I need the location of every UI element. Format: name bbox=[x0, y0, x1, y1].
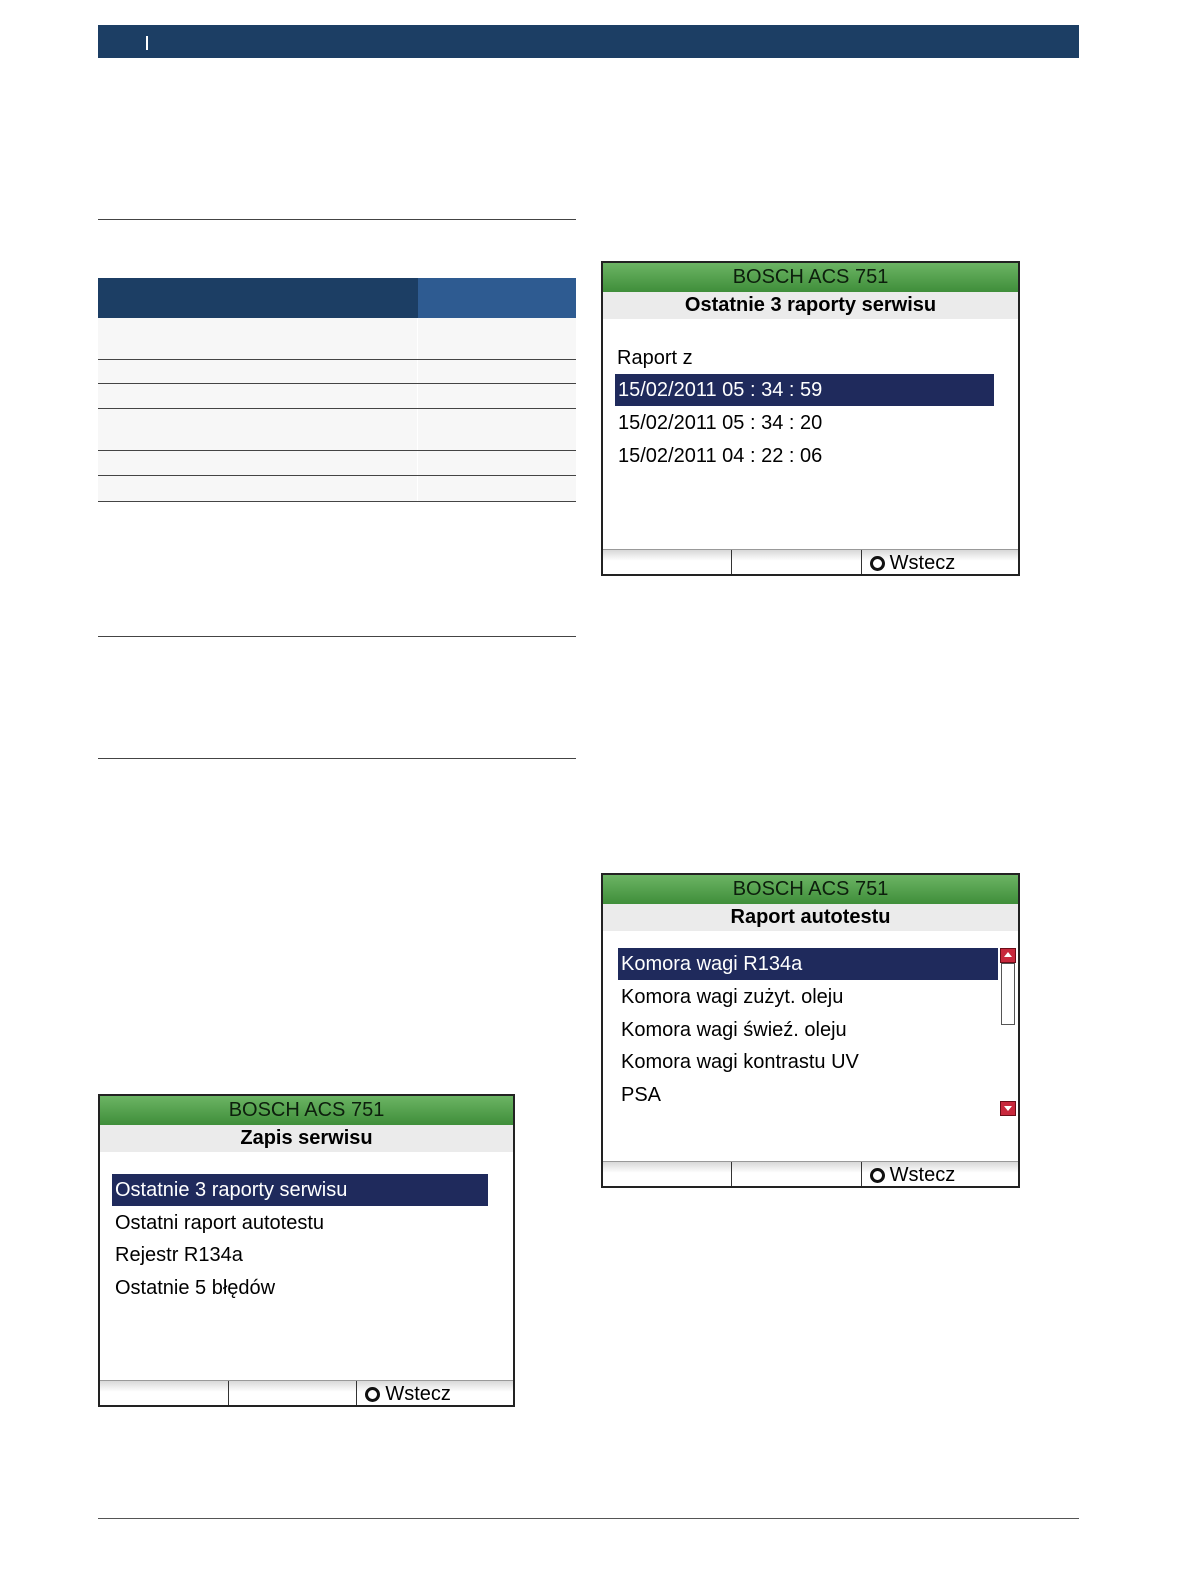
softkey-1[interactable] bbox=[603, 550, 732, 574]
softkey-bar bbox=[603, 549, 1018, 574]
menu-item[interactable]: Rejestr R134a bbox=[115, 1244, 243, 1266]
menu-item[interactable]: Ostatnie 3 raporty serwisu bbox=[112, 1174, 488, 1206]
scroll-thumb[interactable] bbox=[1001, 963, 1015, 1025]
scrollbar[interactable] bbox=[1000, 948, 1016, 1118]
list-item[interactable]: Komora wagi R134a bbox=[618, 948, 998, 980]
table-row bbox=[98, 476, 576, 502]
table-header-cell bbox=[98, 278, 418, 318]
screen-title: BOSCH ACS 751 bbox=[603, 263, 1018, 292]
menu-item[interactable]: Ostatnie 5 błędów bbox=[115, 1277, 276, 1299]
screen-title: BOSCH ACS 751 bbox=[603, 875, 1018, 904]
screen-title: BOSCH ACS 751 bbox=[100, 1096, 513, 1125]
softkey-bar bbox=[100, 1380, 513, 1405]
softkey-1[interactable] bbox=[100, 1381, 229, 1405]
screen-subtitle: Zapis serwisu bbox=[100, 1125, 513, 1152]
list-item[interactable]: PSA bbox=[621, 1084, 662, 1106]
table-header-cell bbox=[418, 278, 576, 318]
list-item[interactable]: 15/02/2011 05 : 34 : 20 bbox=[618, 412, 823, 434]
section-rule bbox=[98, 758, 576, 759]
list-item[interactable]: 15/02/2011 05 : 34 : 59 bbox=[615, 374, 994, 406]
table-row bbox=[98, 360, 576, 384]
softkey-2[interactable] bbox=[229, 1381, 358, 1405]
back-button[interactable] bbox=[862, 550, 1018, 574]
header-separator bbox=[146, 36, 148, 50]
section-rule bbox=[98, 219, 576, 220]
back-button[interactable] bbox=[357, 1381, 513, 1405]
list-item[interactable]: Komora wagi świeź. oleju bbox=[621, 1019, 847, 1041]
footer-rule bbox=[98, 1518, 1079, 1519]
softkey-1[interactable] bbox=[603, 1162, 732, 1186]
screen-selftest-report bbox=[601, 873, 1020, 1188]
softkey-bar bbox=[603, 1161, 1018, 1186]
screen-subtitle: Ostatnie 3 raporty serwisu bbox=[603, 292, 1018, 319]
data-table bbox=[98, 278, 576, 502]
screen-subtitle: Raport autotestu bbox=[603, 904, 1018, 931]
table-row bbox=[98, 384, 576, 409]
table-row bbox=[98, 318, 576, 360]
circle-icon bbox=[365, 1387, 380, 1402]
table-row bbox=[98, 451, 576, 476]
menu-item[interactable]: Ostatni raport autotestu bbox=[115, 1212, 325, 1234]
screen-service-reports bbox=[601, 261, 1020, 576]
screen-service-log bbox=[98, 1094, 515, 1407]
softkey-2[interactable] bbox=[732, 1162, 861, 1186]
softkey-2[interactable] bbox=[732, 550, 861, 574]
scroll-down-icon[interactable] bbox=[1000, 1101, 1016, 1116]
scroll-up-icon[interactable] bbox=[1000, 948, 1016, 963]
back-label: Wstecz bbox=[889, 552, 956, 574]
circle-icon bbox=[870, 556, 885, 571]
list-item[interactable]: 15/02/2011 04 : 22 : 06 bbox=[618, 445, 823, 467]
back-button[interactable] bbox=[862, 1162, 1018, 1186]
section-rule bbox=[98, 636, 576, 637]
back-label: Wstecz bbox=[889, 1164, 956, 1186]
circle-icon bbox=[870, 1168, 885, 1183]
list-item[interactable]: Komora wagi zużyt. oleju bbox=[621, 986, 844, 1008]
table-header bbox=[98, 278, 576, 318]
back-label: Wstecz bbox=[385, 1383, 451, 1405]
list-item[interactable]: Komora wagi kontrastu UV bbox=[621, 1051, 859, 1073]
page-header-bar bbox=[98, 25, 1079, 58]
report-from-label: Raport z bbox=[617, 347, 693, 369]
table-row bbox=[98, 409, 576, 451]
